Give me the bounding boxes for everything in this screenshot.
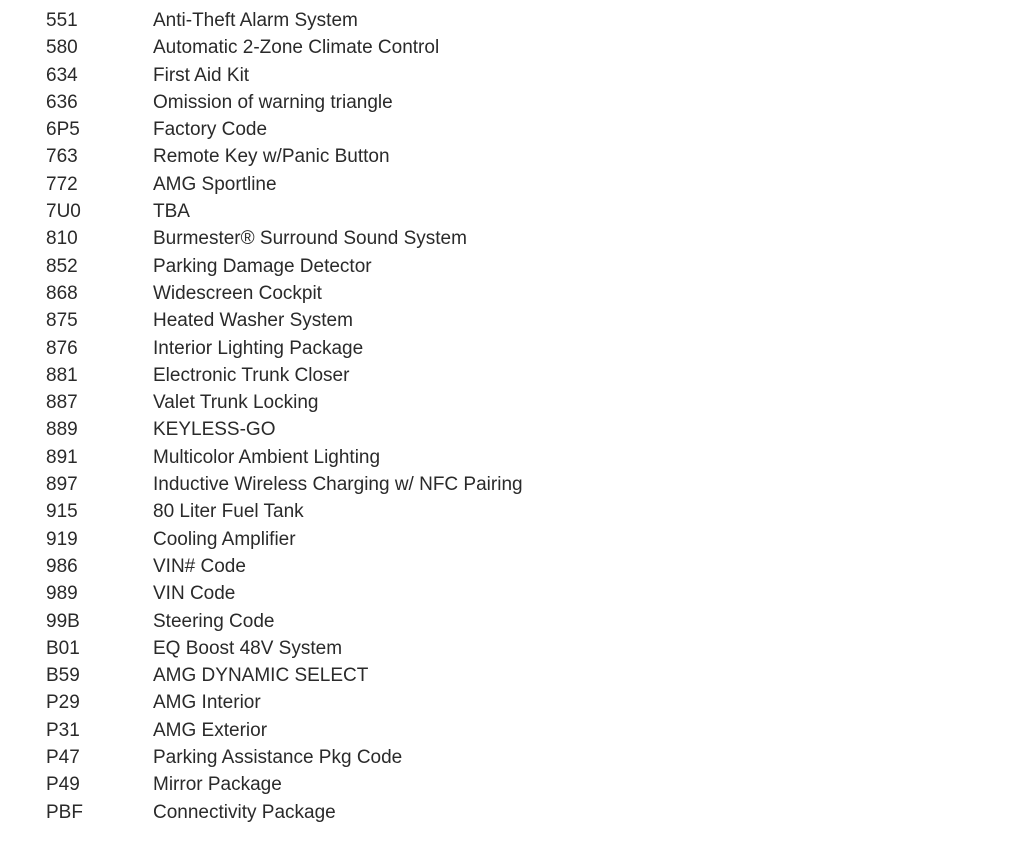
option-description: AMG Exterior <box>153 719 268 741</box>
option-row <box>0 471 1018 498</box>
option-row <box>0 608 1018 635</box>
option-code: 763 <box>46 146 78 168</box>
option-code: B59 <box>46 665 80 687</box>
option-row <box>0 171 1018 198</box>
option-code: 887 <box>46 392 78 414</box>
option-code: 897 <box>46 474 78 496</box>
option-description: Factory Code <box>153 119 268 141</box>
option-code: 6P5 <box>46 119 80 141</box>
option-code: B01 <box>46 637 80 659</box>
option-description: AMG Sportline <box>153 173 277 195</box>
option-description: Omission of warning triangle <box>153 91 393 113</box>
option-row <box>0 89 1018 116</box>
option-row <box>0 799 1018 826</box>
option-code: 636 <box>46 91 78 113</box>
option-row <box>0 416 1018 443</box>
option-description: Electronic Trunk Closer <box>153 364 350 386</box>
option-row <box>0 34 1018 61</box>
option-description: Mirror Package <box>153 774 282 796</box>
option-description: Widescreen Cockpit <box>153 282 322 304</box>
option-row <box>0 444 1018 471</box>
option-row <box>0 580 1018 607</box>
option-row <box>0 553 1018 580</box>
option-row <box>0 744 1018 771</box>
option-code: 986 <box>46 555 78 577</box>
option-row <box>0 116 1018 143</box>
option-description: Cooling Amplifier <box>153 528 296 550</box>
option-row <box>0 635 1018 662</box>
option-description: Automatic 2-Zone Climate Control <box>153 37 440 59</box>
option-code: P31 <box>46 719 80 741</box>
option-code: P49 <box>46 774 80 796</box>
option-code: 580 <box>46 37 78 59</box>
option-row <box>0 7 1018 34</box>
option-code: 99B <box>46 610 80 632</box>
option-description: Heated Washer System <box>153 310 353 332</box>
option-code: 810 <box>46 228 78 250</box>
option-row <box>0 62 1018 89</box>
option-code: 881 <box>46 364 78 386</box>
option-code: 915 <box>46 501 78 523</box>
option-description: Interior Lighting Package <box>153 337 364 359</box>
option-code: 919 <box>46 528 78 550</box>
option-description: TBA <box>153 201 190 223</box>
option-code: 772 <box>46 173 78 195</box>
option-code: P29 <box>46 692 80 714</box>
option-description: Connectivity Package <box>153 801 336 823</box>
option-code: 989 <box>46 583 78 605</box>
option-row <box>0 143 1018 170</box>
option-row <box>0 498 1018 525</box>
option-code: 891 <box>46 446 78 468</box>
option-row <box>0 335 1018 362</box>
option-row <box>0 198 1018 225</box>
option-code-list <box>0 7 1018 826</box>
option-code: 889 <box>46 419 78 441</box>
option-row <box>0 362 1018 389</box>
option-row <box>0 307 1018 334</box>
option-description: Parking Assistance Pkg Code <box>153 747 403 769</box>
option-code: 852 <box>46 255 78 277</box>
option-code: P47 <box>46 747 80 769</box>
option-code: 551 <box>46 10 78 31</box>
option-code: 876 <box>46 337 78 359</box>
option-row <box>0 280 1018 307</box>
option-row <box>0 389 1018 416</box>
option-row <box>0 225 1018 252</box>
option-description: VIN Code <box>153 583 236 605</box>
option-code: 634 <box>46 64 78 86</box>
option-description: Valet Trunk Locking <box>153 392 319 414</box>
option-description: Burmester® Surround Sound System <box>153 228 467 250</box>
option-code: 875 <box>46 310 78 332</box>
option-description: Anti-Theft Alarm System <box>153 10 358 31</box>
option-description: VIN# Code <box>153 555 246 577</box>
option-code: 868 <box>46 282 78 304</box>
option-description: KEYLESS-GO <box>153 419 276 441</box>
option-description: Parking Damage Detector <box>153 255 372 277</box>
option-description: AMG Interior <box>153 692 261 714</box>
option-row <box>0 526 1018 553</box>
option-description: Inductive Wireless Charging w/ NFC Pairing <box>153 474 523 496</box>
option-code: 7U0 <box>46 201 81 223</box>
option-description: Remote Key w/Panic Button <box>153 146 390 168</box>
option-description: 80 Liter Fuel Tank <box>153 501 304 523</box>
option-code: PBF <box>46 801 83 823</box>
option-row <box>0 662 1018 689</box>
option-description: First Aid Kit <box>153 64 250 86</box>
option-description: EQ Boost 48V System <box>153 637 343 659</box>
option-row <box>0 771 1018 798</box>
option-description: Multicolor Ambient Lighting <box>153 446 381 468</box>
option-description: Steering Code <box>153 610 275 632</box>
option-row <box>0 253 1018 280</box>
option-row <box>0 717 1018 744</box>
option-description: AMG DYNAMIC SELECT <box>153 665 369 687</box>
option-row <box>0 689 1018 716</box>
